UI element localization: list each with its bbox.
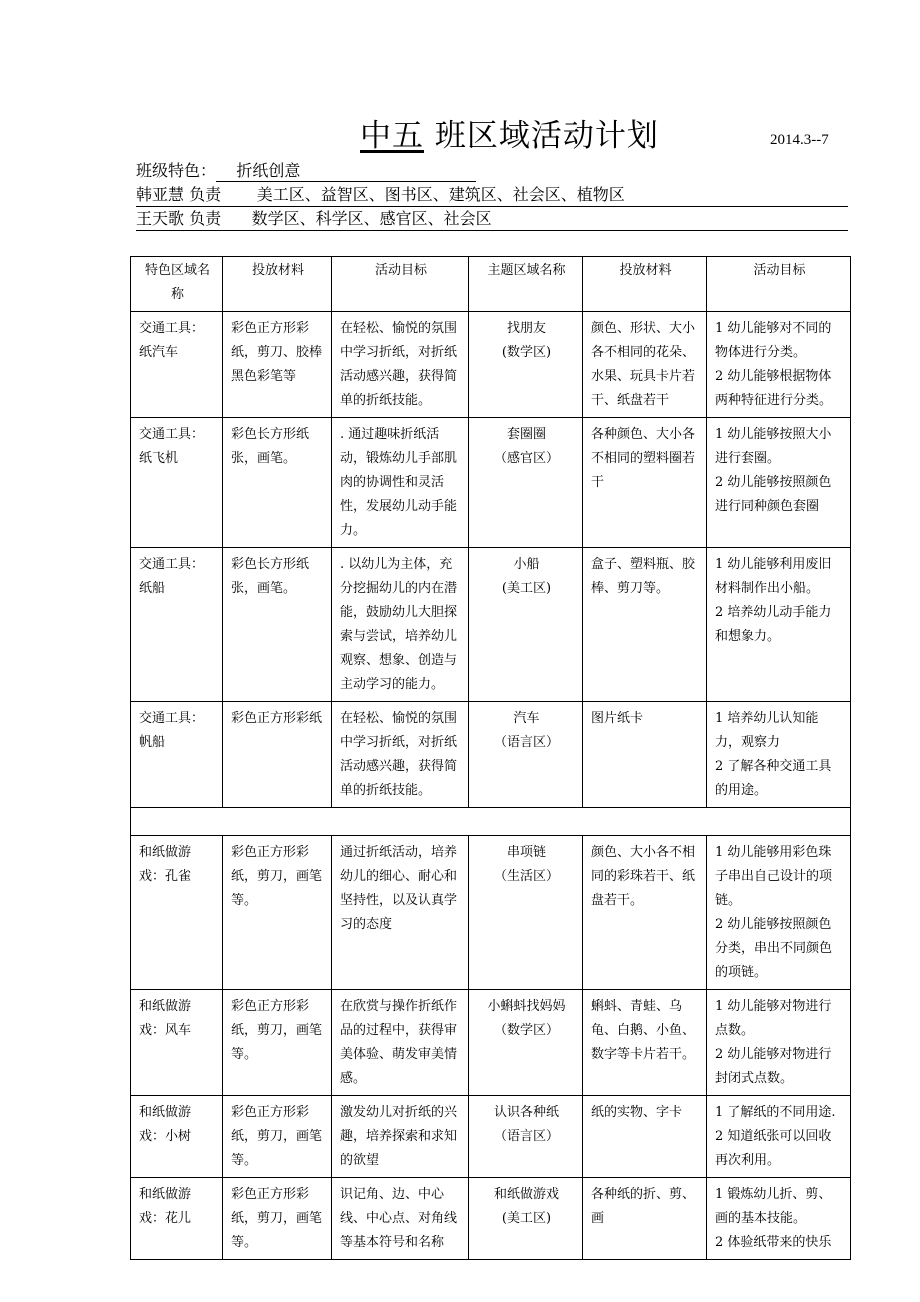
theme-goals-cell: 1 培养幼儿认知能力，观察力 2 了解各种交通工具的用途。 <box>707 702 851 808</box>
section-divider-row <box>131 808 851 836</box>
table-body <box>131 312 851 1260</box>
goals-cell: 通过折纸活动，培养幼儿的细心、耐心和坚持性，以及认真学习的态度 <box>332 836 469 990</box>
materials-cell: 彩色正方形彩纸，剪刀、胶棒黑色彩笔等 <box>223 312 332 418</box>
theme-area-cell: 小蝌蚪找妈妈 （数学区） <box>469 990 583 1096</box>
feature-area-cell: 交通工具：纸船 <box>131 548 223 702</box>
header-materials-2: 投放材料 <box>583 257 707 312</box>
goals-cell: 在轻松、愉悦的氛围中学习折纸，对折纸活动感兴趣，获得简单的折纸技能。 <box>332 312 469 418</box>
staff-role: 负责 <box>189 209 222 228</box>
section-divider-cell <box>131 808 851 836</box>
goals-cell: . 以幼儿为主体，充分挖掘幼儿的内在潜能，鼓励幼儿大胆探索与尝试，培养幼儿观察、想象、创造与主动学习的能力。 <box>332 548 469 702</box>
header-goals-2: 活动目标 <box>707 257 851 312</box>
header-theme-area: 主题区域名称 <box>469 257 583 312</box>
materials-cell: 彩色正方形彩纸，剪刀，画笔等。 <box>223 836 332 990</box>
activity-plan-table <box>130 256 851 1260</box>
theme-goals-cell: 1 锻炼幼儿折、剪、画的基本技能。 2 体验纸带来的快乐 <box>707 1178 851 1260</box>
theme-goals-cell: 1 幼儿能够对物进行点数。 2 幼儿能够对物进行封闭式点数。 <box>707 990 851 1096</box>
theme-materials-cell: 图片纸卡 <box>583 702 707 808</box>
materials-cell: 彩色正方形彩纸 <box>223 702 332 808</box>
theme-area-cell: 套圈圈 （感官区） <box>469 418 583 548</box>
goals-cell: . 通过趣味折纸活动，锻炼幼儿手部肌肉的协调性和灵活性，发展幼儿动手能力。 <box>332 418 469 548</box>
table-row <box>131 702 851 808</box>
staff-line-1 <box>136 184 848 207</box>
goals-cell: 识记角、边、中心线、中心点、对角线等基本符号和名称 <box>332 1178 469 1260</box>
theme-materials-cell: 颜色、形状、大小各不相同的花朵、水果、玩具卡片若干、纸盘若干 <box>583 312 707 418</box>
table-row <box>131 418 851 548</box>
class-feature-line <box>136 160 476 182</box>
page-title <box>360 116 659 156</box>
table-row <box>131 1178 851 1260</box>
theme-area-cell: 汽车 （语言区） <box>469 702 583 808</box>
theme-goals-cell: 1 幼儿能够按照大小进行套圈。 2 幼儿能够按照颜色进行同种颜色套圈 <box>707 418 851 548</box>
theme-goals-cell: 1 幼儿能够用彩色珠子串出自己设计的项链。 2 幼儿能够按照颜色分类，串出不同颜色的项链。 <box>707 836 851 990</box>
theme-area-cell: 找朋友 (数学区) <box>469 312 583 418</box>
goals-cell: 激发幼儿对折纸的兴趣，培养探索和求知的欲望 <box>332 1096 469 1178</box>
theme-materials-cell: 各种纸的折、剪、画 <box>583 1178 707 1260</box>
feature-area-cell: 和纸做游戏：孔雀 <box>131 836 223 990</box>
feature-area-cell: 交通工具：帆船 <box>131 702 223 808</box>
materials-cell: 彩色正方形彩纸，剪刀，画笔等。 <box>223 1178 332 1260</box>
staff-areas: 数学区、科学区、感官区、社会区 <box>251 209 492 228</box>
feature-area-cell: 和纸做游戏：花儿 <box>131 1178 223 1260</box>
theme-area-cell: 串项链 （生活区） <box>469 836 583 990</box>
table-header-row <box>131 257 851 312</box>
theme-materials-cell: 颜色、大小各不相同的彩珠若干、纸盘若干。 <box>583 836 707 990</box>
staff-role: 负责 <box>189 185 222 204</box>
feature-label: 班级特色： <box>136 161 217 180</box>
feature-value-field <box>216 161 476 182</box>
feature-area-cell: 交通工具：纸汽车 <box>131 312 223 418</box>
materials-cell: 彩色长方形纸张，画笔。 <box>223 418 332 548</box>
theme-materials-cell: 蝌蚪、青蛙、乌龟、白鹅、小鱼、数字等卡片若干。 <box>583 990 707 1096</box>
header-goals: 活动目标 <box>332 257 469 312</box>
theme-area-cell: 认识各种纸 （语言区） <box>469 1096 583 1178</box>
staff-areas: 美工区、益智区、图书区、建筑区、社会区、植物区 <box>256 185 625 204</box>
theme-materials-cell: 纸的实物、字卡 <box>583 1096 707 1178</box>
theme-goals-cell: 1 了解纸的不同用途. 2 知道纸张可以回收再次利用。 <box>707 1096 851 1178</box>
table-row <box>131 1096 851 1178</box>
staff-name: 王天歌 <box>136 209 185 228</box>
staff-name: 韩亚慧 <box>136 185 185 204</box>
theme-materials-cell: 各种颜色、大小各不相同的塑料圈若干 <box>583 418 707 548</box>
table-row <box>131 312 851 418</box>
table-row <box>131 990 851 1096</box>
plan-date: 2014.3--7 <box>770 132 829 148</box>
feature-value: 折纸创意 <box>236 161 301 180</box>
header-materials: 投放材料 <box>223 257 332 312</box>
staff-line-2 <box>136 208 848 231</box>
theme-goals-cell: 1 幼儿能够利用废旧材料制作出小船。 2 培养幼儿动手能力和想象力。 <box>707 548 851 702</box>
goals-cell: 在欣赏与操作折纸作品的过程中，获得审美体验、萌发审美情感。 <box>332 990 469 1096</box>
theme-area-cell: 小船 (美工区) <box>469 548 583 702</box>
table-row <box>131 548 851 702</box>
title-text: 班区域活动计划 <box>424 118 659 154</box>
theme-materials-cell: 盒子、塑料瓶、胶棒、剪刀等。 <box>583 548 707 702</box>
header-feature-area: 特色区域名称 <box>131 257 223 312</box>
materials-cell: 彩色长方形纸张，画笔。 <box>223 548 332 702</box>
feature-area-cell: 和纸做游戏：风车 <box>131 990 223 1096</box>
feature-area-cell: 和纸做游戏：小树 <box>131 1096 223 1178</box>
theme-goals-cell: 1 幼儿能够对不同的物体进行分类。 2 幼儿能够根据物体两种特征进行分类。 <box>707 312 851 418</box>
title-row <box>0 116 920 160</box>
theme-area-cell: 和纸做游戏 (美工区) <box>469 1178 583 1260</box>
table-row <box>131 836 851 990</box>
goals-cell: 在轻松、愉悦的氛围中学习折纸，对折纸活动感兴趣，获得简单的折纸技能。 <box>332 702 469 808</box>
feature-area-cell: 交通工具：纸飞机 <box>131 418 223 548</box>
class-name: 中五 <box>360 118 424 154</box>
materials-cell: 彩色正方形彩纸，剪刀，画笔等。 <box>223 990 332 1096</box>
materials-cell: 彩色正方形彩纸，剪刀，画笔等。 <box>223 1096 332 1178</box>
